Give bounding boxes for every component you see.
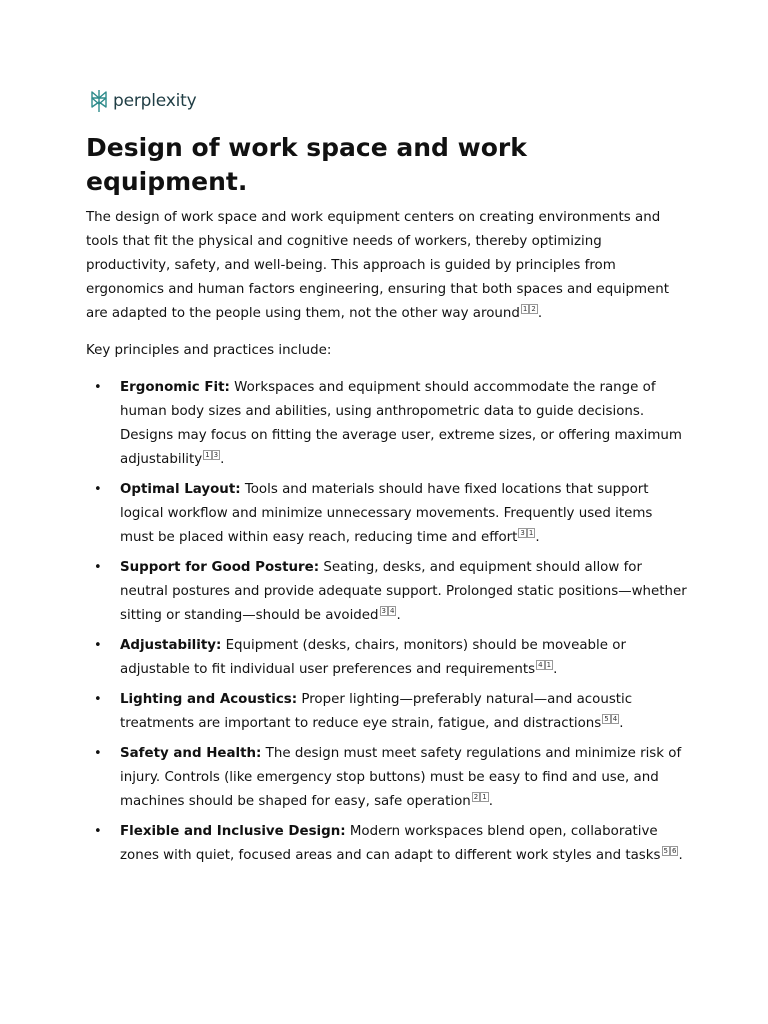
bullet-term: Optimal Layout: [120,482,241,497]
principles-list [86,376,690,874]
bullet-text: Tools and materials should have fixed locations that support logical workflow and minimize unnecessary movements. Frequently used items must be placed within easy reach, reducing time and effort [120,482,653,545]
citation-link[interactable]: 4 [612,715,618,723]
citation-link[interactable]: 3 [213,451,219,459]
citation-link[interactable]: 4 [538,661,543,669]
citation-link[interactable]: 4 [390,607,395,615]
list-item [86,742,690,814]
bullet-end: . [619,716,624,731]
bullet-symbol: • [94,824,102,839]
bullet-term: Support for Good Posture: [120,560,320,575]
bullet-term: Ergonomic Fit: [120,380,230,395]
bullet-symbol: • [94,638,102,653]
bullet-end: . [220,452,225,467]
bullet-text: Workspaces and equipment should accommodate the range of human body sizes and abilities, using anthropometric data to guide decisions. Designs may focus on fitting the average user, extreme sizes, or offering maximum adjustability [120,380,682,467]
bullet-end: . [535,530,540,545]
citation-link[interactable]: 1 [546,661,552,669]
logo[interactable] [89,89,196,113]
list-item [86,376,690,472]
list-item [86,820,690,868]
citation-link[interactable]: 6 [671,847,677,855]
list-item [86,634,690,682]
list-item [86,556,690,628]
bullet-text: The design must meet safety regulations and minimize risk of injury. Controls (like emergency stop buttons) must be easy to find and use, and machines should be shaped for easy, safe operation [120,746,682,809]
bullet-end: . [488,794,493,809]
citation-link[interactable]: 1 [528,529,534,537]
citation-link[interactable]: 5 [663,847,668,855]
citation-link[interactable]: 2 [531,305,536,313]
bullet-symbol: • [94,692,102,707]
bullet-text: Equipment (desks, chairs, monitors) should be moveable or adjustable to fit individual user preferences and requirements [120,638,626,677]
intro-end: . [537,306,543,321]
citation-link[interactable]: 2 [473,793,479,801]
citation-link[interactable]: 5 [604,715,609,723]
bullet-term: Adjustability: [120,638,222,653]
bullet-symbol: • [94,380,102,395]
citation-link[interactable]: 1 [205,451,210,459]
document-title: Design of work space and work equipment. [86,133,527,196]
bullet-text: Proper lighting—preferably natural—and acoustic treatments are important to reduce eye strain, fatigue, and distractions [120,692,633,731]
citation-link[interactable]: 3 [520,529,525,537]
list-item [86,688,690,736]
bullet-symbol: • [94,482,102,497]
bullet-end: . [553,662,558,677]
bullet-term: Lighting and Acoustics: [120,692,298,707]
intro-text: The design of work space and work equipment centers on creating environments and tools that fit the physical and cognitive needs of workers, thereby optimizing productivity, safety, and well-being. This approach is guided by principles from ergonomics and human factors engineering, ensuring that both spaces and equipment are adapted to the people using them, not the other way around [86,210,669,321]
logo-wordmark: perplexity [113,91,197,111]
bullet-end: . [396,608,401,623]
citation-link[interactable]: 1 [482,793,487,801]
bullet-text: Seating, desks, and equipment should allow for neutral postures and provide adequate support. Prolonged static positions—whether sitting or standing—should be avoided [120,560,687,623]
list-item [86,478,690,550]
citation-link[interactable]: 1 [522,305,528,313]
bullet-term: Safety and Health: [120,746,262,761]
perplexity-logo-icon [89,89,109,113]
bullet-symbol: • [94,746,102,761]
bullet-symbol: • [94,560,102,575]
bullet-term: Flexible and Inclusive Design: [120,824,346,839]
intro-paragraph [86,206,690,326]
citation-link[interactable]: 3 [381,607,386,615]
bullet-text: Modern workspaces blend open, collaborative zones with quiet, focused areas and can adapt to different work styles and tasks [120,824,661,863]
lead-paragraph: Key principles and practices include: [86,343,332,358]
bullet-end: . [678,848,683,863]
